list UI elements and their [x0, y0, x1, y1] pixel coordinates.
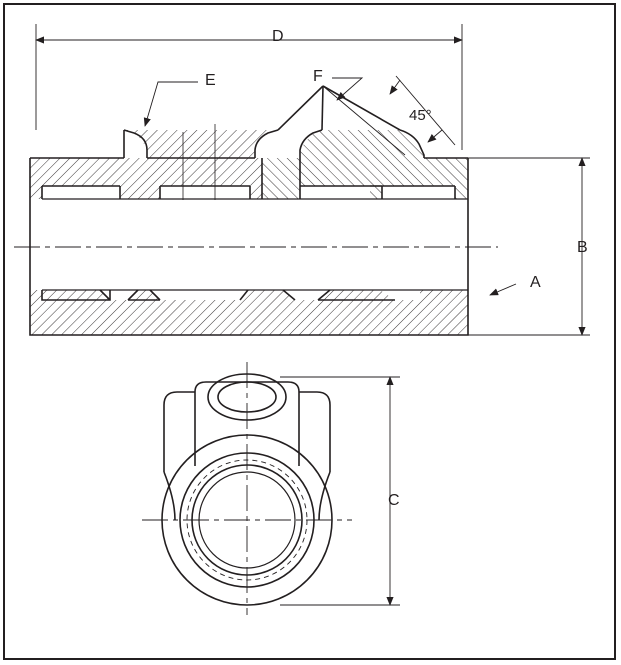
section-view-geometry	[14, 24, 590, 615]
angle-label-45: 45°	[409, 107, 432, 124]
branch-left-taper	[278, 86, 323, 130]
angle-arrow-bottom	[428, 130, 442, 142]
dimension-C	[280, 377, 400, 605]
section-hatch-lower	[30, 290, 468, 335]
dimension-label-C: C	[388, 492, 400, 509]
leader-line-E	[145, 82, 198, 126]
callout-label-F: F	[313, 68, 323, 85]
dimension-B	[468, 158, 590, 335]
dimension-label-B: B	[577, 239, 588, 256]
section-hatch-upper-right	[262, 130, 468, 199]
leader-F	[332, 78, 362, 100]
branch-bore-left-edge	[322, 86, 323, 130]
leader-E	[145, 82, 198, 126]
end-view-left-wing	[164, 392, 195, 472]
branch-right-taper	[323, 86, 400, 130]
section-hatch-upper-left	[30, 130, 278, 199]
leader-line-A	[490, 284, 516, 295]
dimension-label-D: D	[272, 28, 284, 45]
leader-line-F	[332, 78, 362, 100]
callout-label-A: A	[530, 274, 541, 291]
leader-A	[490, 284, 516, 295]
angle-arrow-top	[390, 80, 400, 94]
end-view-geometry	[142, 362, 352, 615]
end-view-right-wing	[299, 392, 330, 472]
callout-label-E: E	[205, 72, 216, 89]
